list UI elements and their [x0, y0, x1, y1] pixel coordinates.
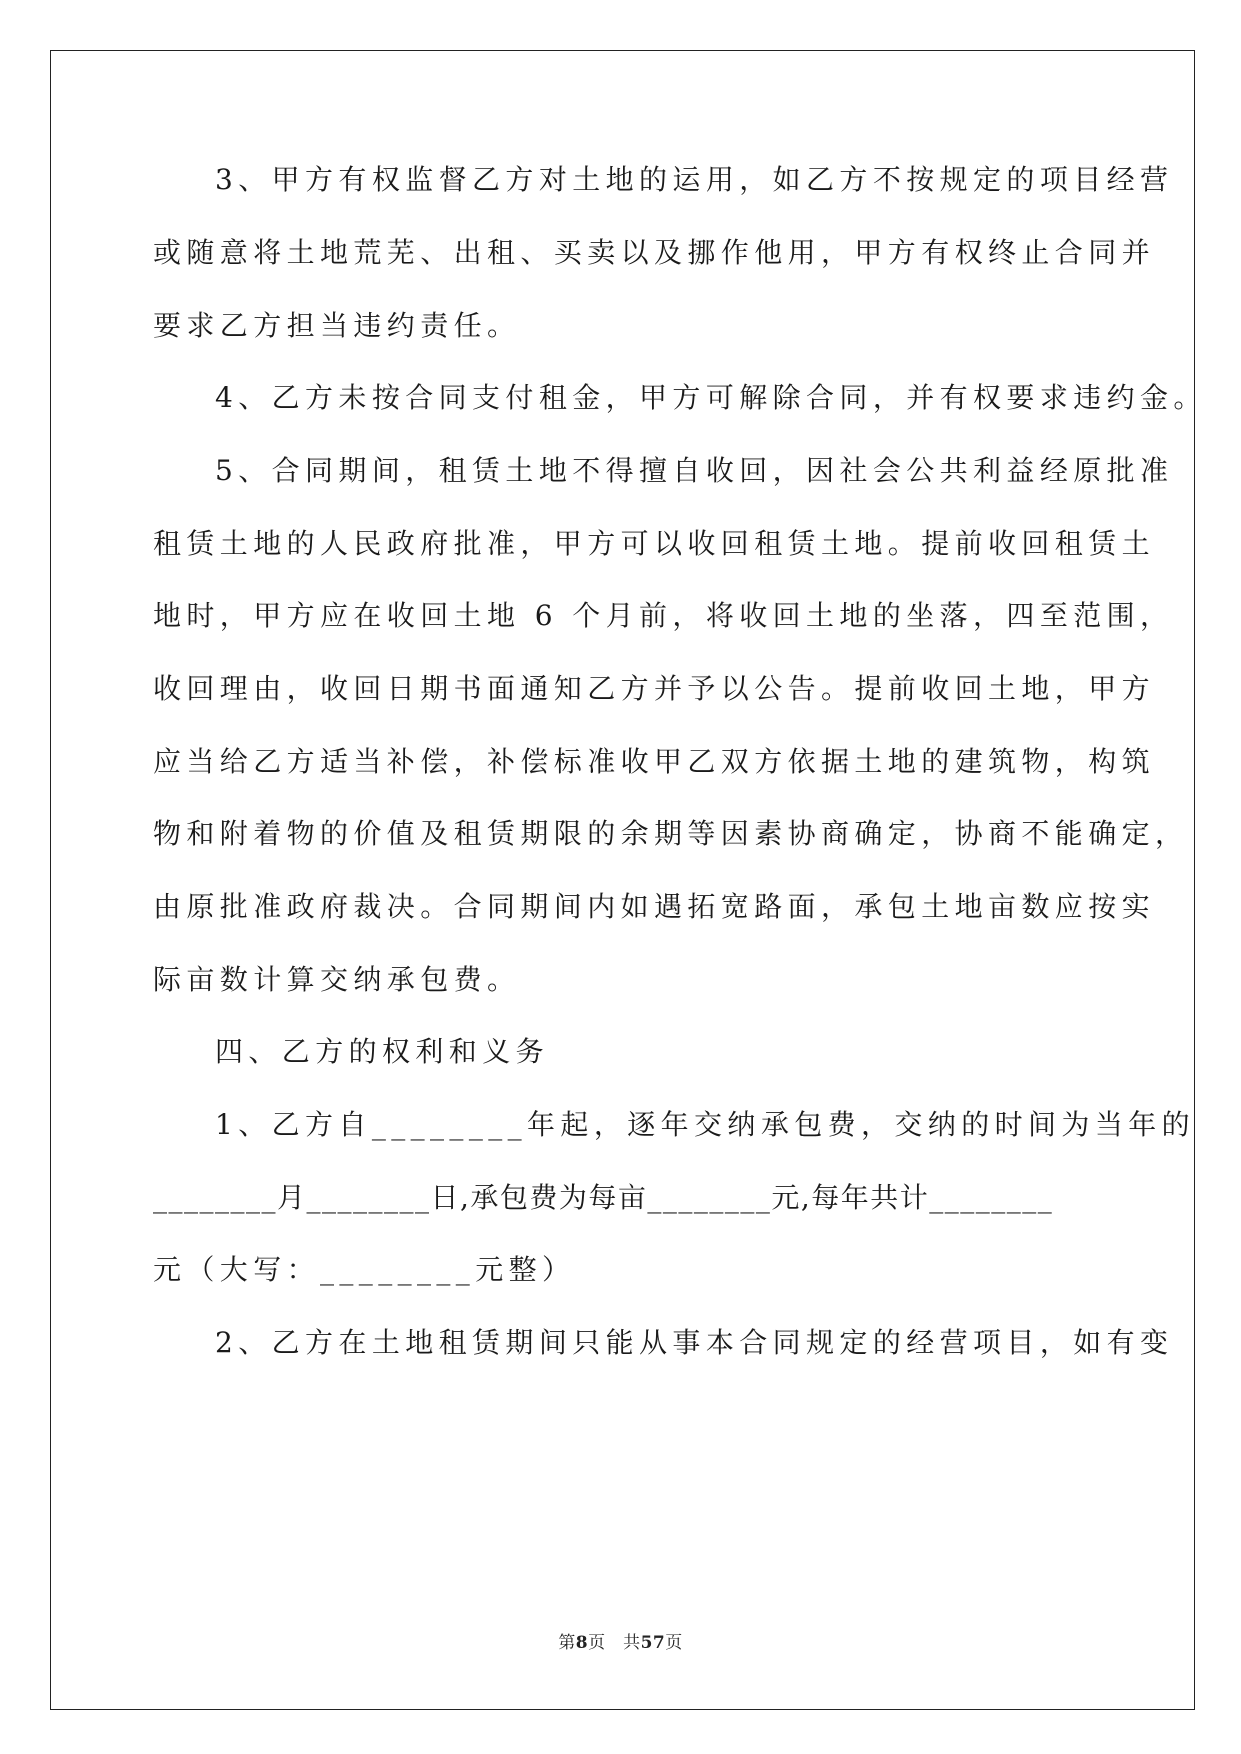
paragraph-line: 租赁土地的人民政府批准，甲方可以收回租赁土地。提前收回租赁土	[153, 527, 1156, 560]
footer-prefix: 第	[558, 1633, 576, 1653]
current-page-number: 8	[575, 1633, 589, 1653]
paragraph-line: 或随意将土地荒芜、出租、买卖以及挪作他用，甲方有权终止合同并	[153, 236, 1156, 269]
paragraph-line: 元（大写：________元整）	[153, 1253, 576, 1286]
paragraph-line: 应当给乙方适当补偿，补偿标准收甲乙双方依据土地的建筑物，构筑	[153, 745, 1156, 778]
paragraph-line: 5、合同期间，租赁土地不得擅自收回，因社会公共利益经原批准	[215, 454, 1174, 487]
paragraph-line: 2、乙方在土地租赁期间只能从事本合同规定的经营项目，如有变	[215, 1326, 1174, 1359]
paragraph-line: 要求乙方担当违约责任。	[153, 309, 521, 342]
paragraph-line: 由原批准政府裁决。合同期间内如遇拓宽路面，承包土地亩数应按实	[153, 890, 1156, 923]
paragraph-line: 地时，甲方应在收回土地 6 个月前，将收回土地的坐落，四至范围，	[153, 599, 1174, 632]
page-footer	[0, 1628, 1241, 1653]
paragraph-line: 3、甲方有权监督乙方对土地的运用，如乙方不按规定的项目经营	[215, 163, 1174, 196]
paragraph-line: 物和附着物的价值及租赁期限的余期等因素协商确定，协商不能确定，	[153, 817, 1189, 850]
page-border	[50, 50, 1195, 1710]
paragraph-line: 收回理由，收回日期书面通知乙方并予以公告。提前收回土地，甲方	[153, 672, 1156, 705]
section-heading: 四、乙方的权利和义务	[215, 1035, 550, 1068]
footer-middle: 页 共	[588, 1633, 641, 1653]
footer-suffix: 页	[665, 1633, 683, 1653]
paragraph-line: 4、乙方未按合同支付租金，甲方可解除合同，并有权要求违约金。	[215, 381, 1207, 414]
paragraph-line: 际亩数计算交纳承包费。	[153, 963, 521, 996]
paragraph-line: ________月________日,承包费为每亩________元,每年共计________	[153, 1181, 1054, 1214]
total-pages-number: 57	[640, 1633, 666, 1653]
paragraph-line: 1、乙方自________年起，逐年交纳承包费，交纳的时间为当年的	[215, 1108, 1196, 1141]
